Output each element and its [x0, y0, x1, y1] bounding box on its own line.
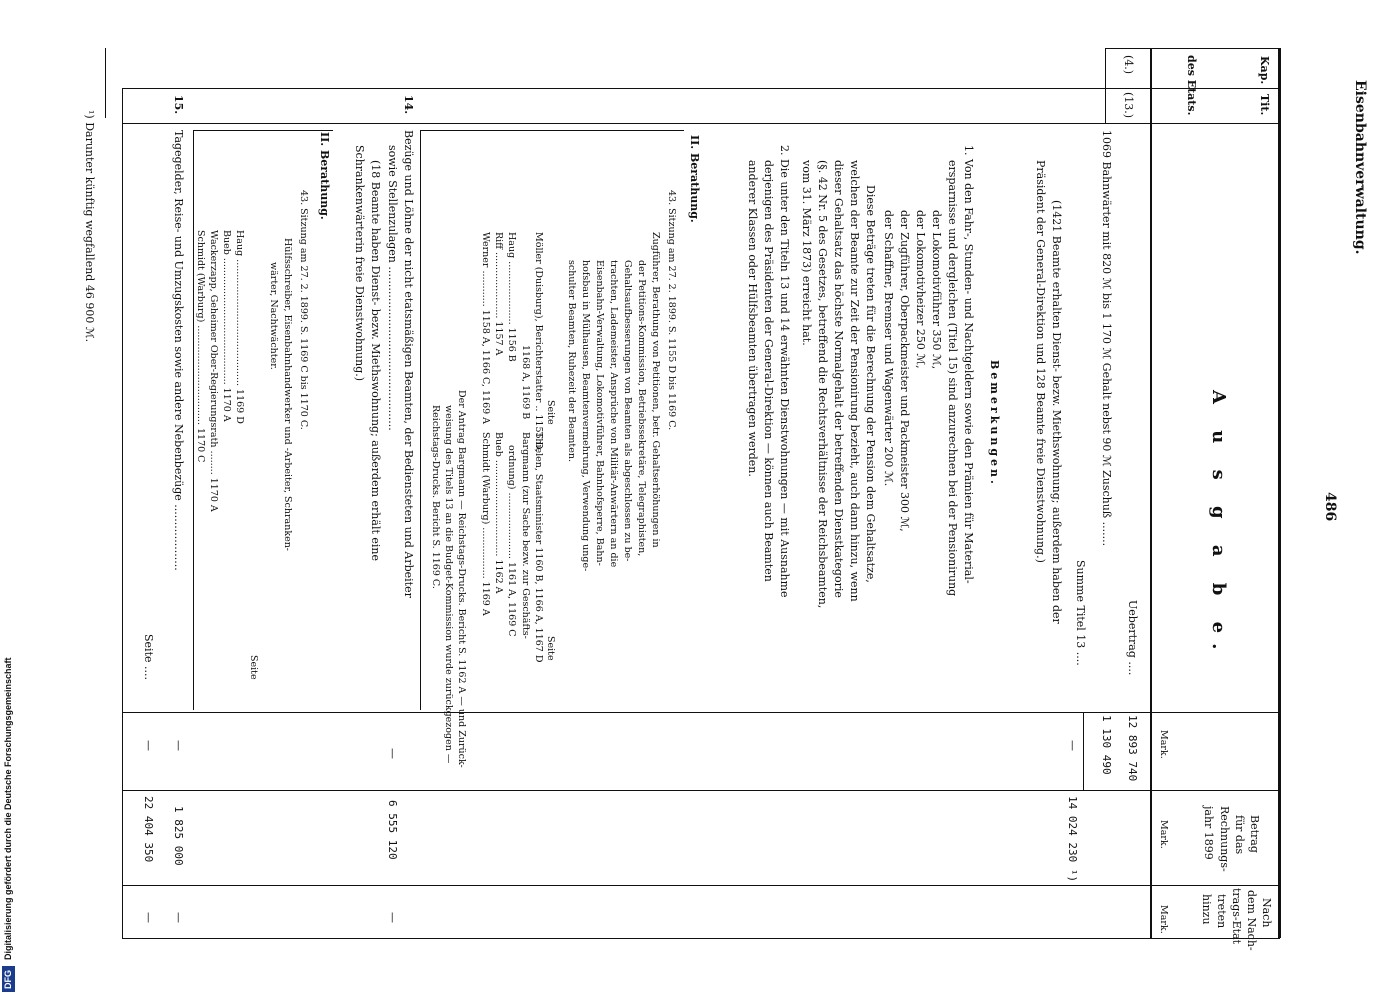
- beratung1-seite-right: Seite: [545, 636, 556, 661]
- beratung1-text-7: schulter Beamten, Ruhezeit der Beamten.: [566, 260, 577, 462]
- bemerkung-1-line-10: (§. 42 Nr. 5 des Gesetzes, betreffend die Rechtsverhältnisse der Reichsbeamten,: [816, 160, 829, 609]
- uebertrag-label: Uebertrag ....: [1126, 600, 1139, 676]
- bemerkung-1-line-6: der Schaffner, Bremser und Wagenwärter 200 ℳ.: [882, 210, 895, 487]
- summe-titel-value: 14 024 230 ¹): [1066, 796, 1079, 883]
- row14-dash-right: —: [386, 912, 399, 923]
- beratung1-speaker-left-5: Werner ............ 1158 A, 1166 C, 1169 A: [480, 232, 491, 425]
- bemerkung-1-line-1: 1. Von den Fahr-, Stunden- und Nachtgeldern sowie den Prämien für Material-: [962, 145, 975, 584]
- col-header-nach-3: trags-Etat: [1230, 888, 1243, 945]
- beratung1-bracket-top: [420, 130, 684, 131]
- beratung1-antrag-1: Der Antrag Bargmann — Reichstags-Drucks. Bericht S. 1162 A — und Zurück-: [456, 390, 467, 768]
- col-header-tit: Tit.: [1258, 94, 1271, 116]
- beratung2-seite: Seite: [248, 655, 259, 680]
- col-header-betrag-4: jahr 1899: [1202, 806, 1215, 860]
- beratung2-sitzung: 43. Sitzung am 27. 2. 1899. S. 1169 C bis 1170 C.: [298, 190, 309, 430]
- left-table-rule: [122, 88, 123, 938]
- header-bottom-rule: [1150, 48, 1152, 938]
- beratung2-speaker-3: Wackerzapp, Geheimer Ober-Regierungsrath ........ 1170 A: [208, 230, 219, 512]
- footnote-rule: [105, 48, 106, 118]
- beamte-note-1: (1421 Beamte erhalten Dienst- bezw. Miethswohnung; außerdem haben der: [1050, 200, 1063, 624]
- col-rule-text-start: [122, 123, 1280, 124]
- col-header-betrag-3: Rechnungs-: [1218, 806, 1231, 872]
- dfg-logo-text: DFG: [3, 970, 13, 989]
- mark-label-3: Mark.: [1158, 905, 1169, 934]
- beratung1-sitzung: 43. Sitzung am 27. 2. 1899. S. 1155 D bis 1169 C.: [666, 190, 677, 431]
- row15-value: 1 825 000: [172, 806, 185, 866]
- beamte-note-2: Präsident der General-Direktion und 128 Beamte freie Dienstwohnung.): [1034, 160, 1047, 563]
- beratung1-speaker-left-2: 1168 A, 1169 B: [520, 345, 531, 420]
- bemerkung-2-line-1: 2. Die unter den Titeln 13 und 14 erwähnten Dienstwohnungen — mit Ausnahme: [778, 145, 791, 598]
- summe-titel-label: Summe Titel 13 ....: [1074, 560, 1087, 666]
- seite-total-value: 22 404 350: [142, 796, 155, 863]
- bemerkung-1-line-4: der Lokomotivheizer 250 ℳ,: [914, 210, 927, 369]
- section-header: Eisenbahnverwaltung.: [1352, 80, 1368, 255]
- bemerkung-1-line-3: der Lokomotivführer 350 ℳ,: [930, 210, 943, 370]
- beratung1-speaker-right-3: ordnung) ...................... 1161 A, 1169 C: [506, 445, 517, 637]
- col-header-kap: Kap.: [1258, 56, 1271, 85]
- row14-text-4: Schrankenwärterin freie Dienstwohnung.): [353, 145, 366, 382]
- beratung2-speaker-1: Haug .......................................... 1169 D: [234, 230, 245, 424]
- row14-text-2: sowie Stellenzulagen ...............................................: [386, 145, 399, 431]
- bemerkung-1-line-8: welchen der Beamte zur Zeit der Pensionirung bezieht, auch dann hinzu, wenn: [848, 160, 861, 602]
- beratung1-speaker-left-3: Haug ..................... 1156 B: [506, 232, 517, 362]
- row15-text: Tagegelder, Reise- und Umzugskosten sowie andere Nebenbezüge ...................: [172, 130, 185, 571]
- beratung1-bracket: [420, 130, 421, 710]
- beratung1-text-1: Zugführer, Berathung von Petitionen, betr. Gehaltserhöhungen in: [650, 232, 661, 548]
- col-header-nach-4: treten: [1215, 894, 1228, 929]
- bemerkung-1-line-11: vom 31. März 1873) erreicht hat.: [800, 160, 813, 346]
- row14-value: 6 555 120: [386, 800, 399, 860]
- col-header-nach-2: dem Nach-: [1245, 890, 1258, 951]
- col-rule-kap: [122, 88, 1280, 89]
- uebertrag-value: 12 893 740: [1126, 715, 1139, 782]
- beratung2-text-2: wärter, Nachtwächter.: [268, 262, 279, 370]
- row14-number: 14.: [402, 95, 415, 115]
- col-header-nach-1: Nach: [1260, 898, 1273, 928]
- summe-dash: —: [1066, 740, 1079, 751]
- bemerkung-1-line-7: Diese Beträge treten für die Berechnung der Pension dem Gehaltsatze,: [864, 185, 877, 583]
- page-title: A u s g a b e.: [1208, 390, 1229, 660]
- beratung1-speaker-right-5: Schmidt (Warburg) ................. 1169 A: [480, 432, 491, 616]
- beratung1-text-3: Gehaltsaufbesserungen von Beamten als abgeschlossen zu be-: [622, 260, 633, 562]
- bemerkung-1-line-2: ersparnisse und dergleichen (Titel 15) sind anzurechnen bei der Pensionirung: [946, 160, 959, 597]
- dfg-logo: [2, 966, 15, 992]
- beratung1-text-5: Eisenbahn-Verwaltung, Lokomotivführer, Bahnhofsperre, Bahn-: [594, 260, 605, 566]
- beratung1-speaker-left-1: Möller (Duisburg), Berichterstatter .. 1155 D,: [533, 232, 544, 452]
- col-header-betrag-2: für das: [1233, 815, 1246, 855]
- seite-label: Seite ....: [142, 634, 155, 680]
- row15-dash-right: —: [172, 912, 185, 923]
- col-header-des-etats: des Etats.: [1185, 55, 1198, 116]
- beratung2-speaker-2: Bueb .......................................... 1170 A: [221, 230, 232, 422]
- mark-label-2: Mark.: [1158, 820, 1169, 849]
- beratung1-text-4: trachten, Lademeister, Ansprüche von Militär-Anwärtern an die: [608, 260, 619, 568]
- bemerkung-1-line-5: der Zugführer, Oberpackmeister und Packmeister 300 ℳ,: [898, 210, 911, 532]
- row15-dash-mid: —: [172, 740, 185, 751]
- bemerkungen-heading: Bemerkungen.: [988, 360, 1001, 487]
- outer-frame-right: [1278, 48, 1281, 938]
- bemerkung-2-line-3: anderer Klassen oder Hülfsbeamten übertragen werden.: [746, 160, 759, 477]
- col-header-betrag-1: Betrag: [1248, 815, 1261, 853]
- mark-label-1: Mark.: [1158, 730, 1169, 759]
- row14-dash-mid: —: [386, 748, 399, 759]
- col-rule-tit: [1105, 48, 1280, 49]
- col-rule-mark2: [122, 790, 1280, 791]
- beratung2-bracket-top: [193, 130, 333, 131]
- line-1069: 1069 Bahnwärter mit 820 ℳ bis 1 170 ℳ Gehalt nebst 90 ℳ Zuschuß .......: [1100, 130, 1113, 547]
- seite-dash-mid: —: [142, 740, 155, 751]
- kap-tit-header-rule: [1105, 48, 1106, 123]
- beratung2-text-1: Hülfsschreiber, Eisenbahnhandwerker und -Arbeiter, Schranken-: [282, 238, 293, 552]
- beratung1-text-2: der Petitions-Kommission, Betriebssekretäre, Telegraphisten,: [636, 260, 647, 557]
- page-number: 486: [1322, 492, 1338, 522]
- beratung1-antrag-3: Reichstags-Drucks. Bericht S. 1169 C.: [430, 405, 441, 589]
- row14-text-3: (18 Beamte haben Dienst- bezw. Miethswohnung; außerdem erhält eine: [369, 160, 382, 561]
- beratung1-antrag-2: weisung des Titels 13 an die Budget-Kommission wurde zurückgezogen —: [443, 405, 454, 764]
- digitization-credit: Digitalisierung gefördert durch die Deutsche Forschungsgemeinschaft: [3, 657, 13, 960]
- kap-value: (4.): [1122, 55, 1135, 75]
- beratung1-speaker-right-2: Bargmann (zur Sache bezw. zur Geschäfts-: [520, 432, 531, 639]
- beratung2-heading: II. Berathung.: [318, 132, 331, 220]
- col-rule-bottom: [122, 938, 1280, 939]
- beratung1-speaker-left-4: Riff ...................... 1157 A: [493, 232, 504, 356]
- beratung1-text-6: hofsbau in Mülhausen, Beamtenvermehrung, Verwendung unge-: [580, 260, 591, 572]
- line-1069-value: 1 130 490: [1100, 715, 1113, 775]
- footnote: ¹) Darunter künftig wegfallend 46 900 ℳ.: [83, 110, 96, 343]
- col-rule-mark3: [122, 885, 1280, 886]
- beratung1-speaker-right-1: Thielen, Staatsminister 1160 B, 1166 A, 1167 D: [533, 432, 544, 663]
- sum-underline: [1083, 712, 1084, 790]
- row14-text-1: Bezüge und Löhne der nicht etatsmäßigen Beamten, der Bediensteten und Arbeiter: [402, 130, 415, 598]
- bemerkung-2-line-2: derjenigen des Präsidenten der General-Direktion — können auch Beamten: [762, 160, 775, 582]
- col-rule-mark1: [122, 712, 1280, 713]
- seite-dash-right: —: [142, 912, 155, 923]
- beratung1-speaker-right-4: Bueb ................................ 1162 A: [493, 432, 504, 594]
- beratung1-seite-left: Seite: [545, 400, 556, 425]
- row15-number: 15.: [172, 95, 185, 115]
- tit-value: (13.): [1122, 92, 1135, 119]
- col-header-nach-5: hinzu: [1200, 894, 1213, 925]
- beratung1-heading: II. Berathung.: [688, 135, 701, 223]
- bemerkung-1-line-9: dieser Gehaltsatz das höchste Normalgehalt der betreffenden Dienstkategorie: [832, 160, 845, 598]
- beratung2-speaker-4: Schmidt (Warburg) ................................. 1170 C: [195, 230, 206, 463]
